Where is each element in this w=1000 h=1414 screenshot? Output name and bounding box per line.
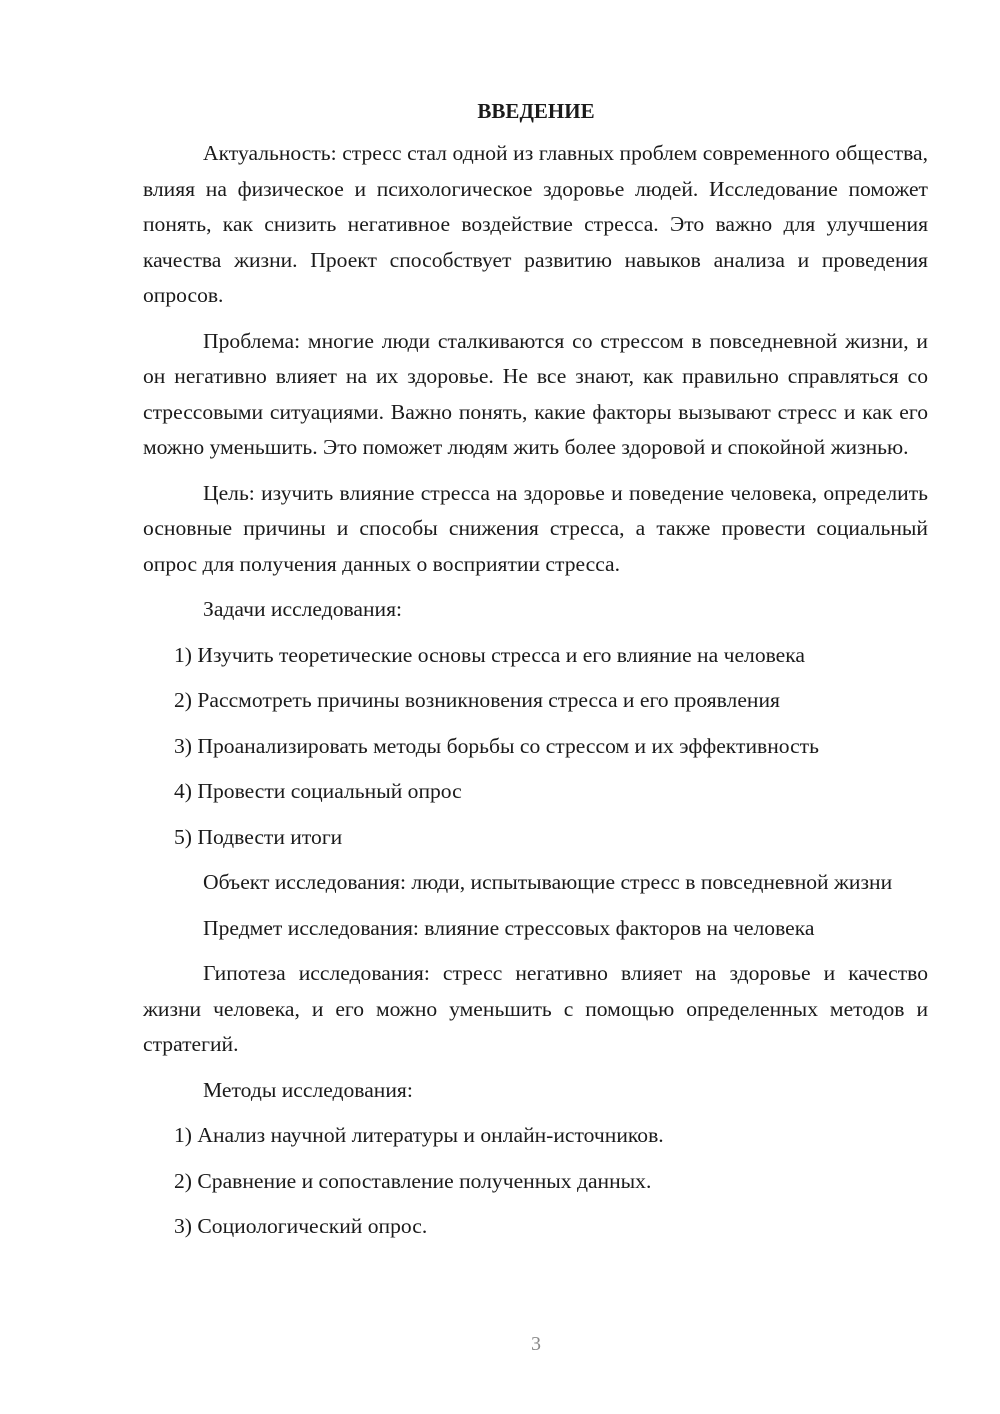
relevance-paragraph: Актуальность: стресс стал одной из главных проблем современного общества, влияя на физическое и психологическое здоровье людей. Исследование поможет понять, как снизить негативное воздействие стресса. Это важно для улучшения качества жизни. Проект способствует развитию навыков анализа и проведения опросов. bbox=[143, 141, 928, 307]
page-number: 3 bbox=[531, 1333, 541, 1355]
list-item: 1) Анализ научной литературы и онлайн-источников. bbox=[174, 1123, 664, 1147]
hypothesis-paragraph: Гипотеза исследования: стресс негативно влияет на здоровье и качество жизни человека, и его можно уменьшить с помощью определенных методов и стратегий. bbox=[143, 961, 928, 1056]
list-item: 5) Подвести итоги bbox=[174, 824, 343, 849]
page-title: ВВЕДЕНИЕ bbox=[477, 99, 595, 123]
tasks-list bbox=[143, 638, 928, 856]
document-page bbox=[143, 96, 928, 1255]
problem-paragraph: Проблема: многие люди сталкиваются со стрессом в повседневной жизни, и он негативно влияет на их здоровье. Не все знают, как правильно справляться со стрессовыми ситуациями. Важно понять, какие факторы вызывают стресс и как его можно уменьшить. Это поможет людям жить более здоровой и спокойной жизнью. bbox=[143, 328, 928, 459]
goal-paragraph: Цель: изучить влияние стресса на здоровье и поведение человека, определить основные причины и способы снижения стресса, а также провести социальный опрос для получения данных о восприятии стресса. bbox=[143, 480, 928, 576]
list-item: 3) Проанализировать методы борьбы со стрессом и их эффективность bbox=[174, 733, 819, 758]
methods-list bbox=[143, 1118, 928, 1245]
methods-heading: Методы исследования: bbox=[203, 1077, 413, 1102]
list-item: 3) Социологический опрос. bbox=[174, 1214, 428, 1238]
subject-paragraph: Предмет исследования: влияние стрессовых факторов на человека bbox=[203, 915, 815, 940]
list-item: 2) Сравнение и сопоставление полученных данных. bbox=[174, 1168, 652, 1193]
list-item: 1) Изучить теоретические основы стресса и его влияние на человека bbox=[174, 642, 806, 667]
list-item: 4) Провести социальный опрос bbox=[174, 779, 462, 803]
list-item: 2) Рассмотреть причины возникновения стресса и его проявления bbox=[174, 688, 780, 712]
object-paragraph: Объект исследования: люди, испытывающие стресс в повседневной жизни bbox=[203, 870, 893, 894]
tasks-heading: Задачи исследования: bbox=[203, 597, 403, 621]
